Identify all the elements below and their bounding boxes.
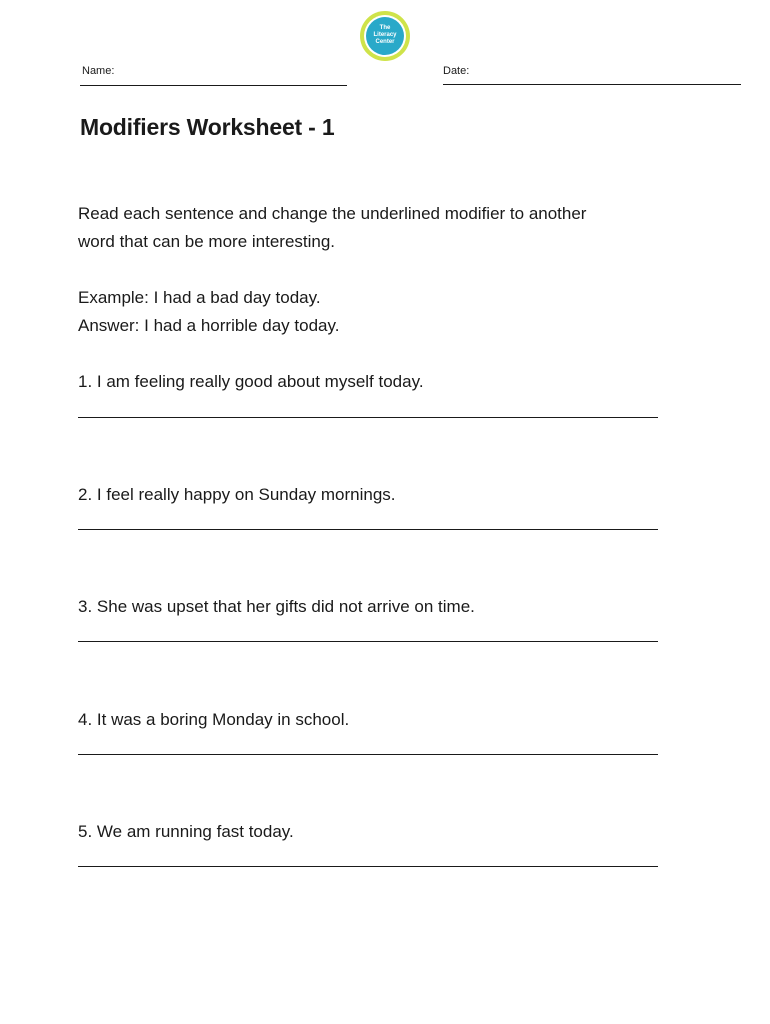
answer-line-4[interactable] <box>78 754 658 755</box>
example-answer-line: Answer: I had a horrible day today. <box>78 316 340 335</box>
answer-line-2[interactable] <box>78 529 658 530</box>
question-4: 4. It was a boring Monday in school. <box>78 710 350 729</box>
instructions-line-1: Read each sentence and change the underlined modifier to another <box>78 204 587 223</box>
question-1: 1. I am feeling really good about myself today. <box>78 372 424 391</box>
answer-line-1[interactable] <box>78 417 658 418</box>
example-line: Example: I had a bad day today. <box>78 288 321 307</box>
question-5: 5. We am running fast today. <box>78 822 294 841</box>
answer-line-3[interactable] <box>78 641 658 642</box>
answer-line-5[interactable] <box>78 866 658 867</box>
name-line[interactable] <box>80 85 347 86</box>
page-title: Modifiers Worksheet - 1 <box>80 114 335 140</box>
date-label: Date: <box>443 65 470 77</box>
logo-text: The Literacy Center <box>373 25 397 45</box>
question-2: 2. I feel really happy on Sunday mornings. <box>78 485 396 504</box>
name-label: Name: <box>82 65 115 77</box>
instructions-line-2: word that can be more interesting. <box>78 232 336 251</box>
literacy-center-logo <box>359 10 411 62</box>
date-line[interactable] <box>443 84 741 85</box>
question-3: 3. She was upset that her gifts did not arrive on time. <box>78 597 475 616</box>
